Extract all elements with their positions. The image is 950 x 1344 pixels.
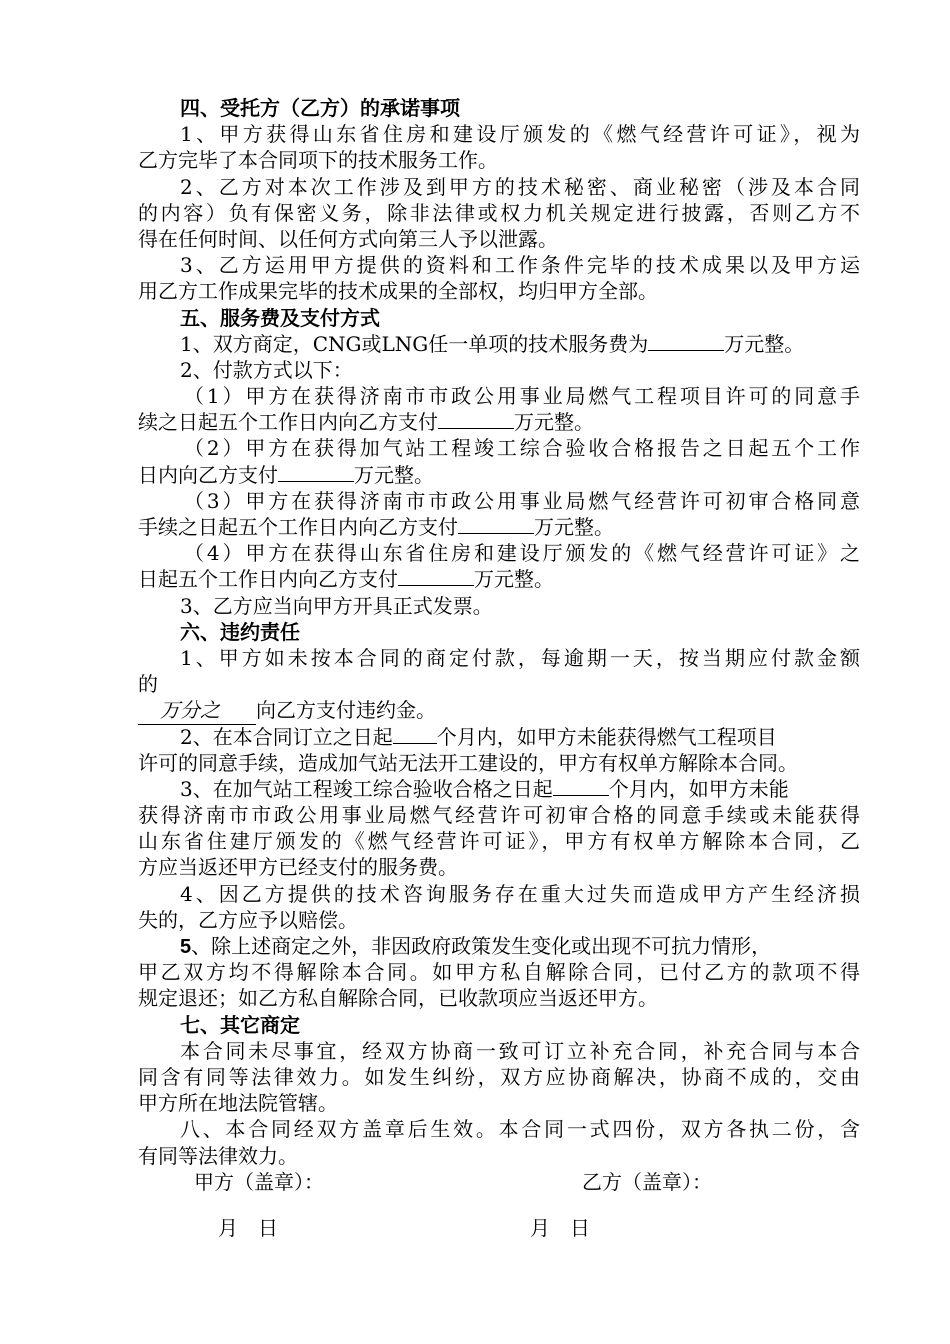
section5-heading: 五、服务费及支付方式: [180, 305, 380, 330]
fee-blank: [648, 332, 724, 351]
s6-p3-l2: 获得济南市市政公用事业局燃气经营许可初审合格的同意手续或未能获得: [138, 803, 860, 828]
s4-p1-l1: 1、甲方获得山东省住房和建设厅颁发的《燃气经营许可证》，视为: [180, 122, 860, 147]
s7-p1-l3: 甲方所在地法院管辖。: [138, 1091, 338, 1116]
s5-i2-l1: （2）甲方在获得加气站工程竣工综合验收合格报告之日起五个工作: [184, 436, 860, 461]
s7-p1-l2: 同含有同等法律效力。如发生纠纷，双方应协商解决，协商不成的，交由: [138, 1064, 860, 1089]
s5-i3-l2: 手续之日起五个工作日内向乙方支付 万元整。: [138, 515, 614, 539]
s6-p2-l2: 许可的同意手续，造成加气站无法开工建设的，甲方有权单方解除本合同。: [138, 750, 798, 775]
amount-blank-3: [458, 515, 534, 534]
amount-blank-4: [398, 567, 474, 586]
s5-i4-l1: （4）甲方在获得山东省住房和建设厅颁发的《燃气经营许可证》之: [184, 541, 860, 566]
s6-p1-l2: 的: [138, 672, 158, 697]
s6-p5-l1: 5、除上述商定之外，非因政府政策发生变化或出现不可抗力情形，: [180, 934, 772, 958]
s6-p4-l1: 4、因乙方提供的技术咨询服务存在重大过失而造成甲方产生经济损: [180, 881, 860, 906]
section7-heading: 七、其它商定: [180, 1012, 300, 1037]
rate-blank: 万分之: [138, 697, 256, 724]
s4-p3-l2: 用乙方工作成果完毕的技术成果的全部权，均归甲方全部。: [138, 279, 658, 304]
s4-p1-l2: 乙方完毕了本合同项下的技术服务工作。: [138, 148, 498, 173]
s6-p4-l2: 失的，乙方应予以赔偿。: [138, 907, 358, 932]
s5-p2: 2、付款方式以下：: [180, 357, 353, 382]
s5-p1: 1、双方商定，CNG或LNG任一单项的技术服务费为 万元整。: [180, 331, 805, 356]
section4-heading: 四、受托方（乙方）的承诺事项: [180, 96, 460, 120]
party-a-seal-label: 甲方（盖章）：: [194, 1169, 324, 1194]
s7-p1-l1: 本合同未尽事宜，经双方协商一致可订立补充合同，补充合同与本合: [180, 1038, 860, 1063]
s6-p5-l3: 规定退还；如乙方私自解除合同，已收款项应当返还甲方。: [138, 986, 658, 1011]
months-blank-1: [393, 725, 437, 744]
contract-body: [138, 95, 860, 1241]
s6-p3-l1: 3、在加气站工程竣工综合验收合格之日起 个月内，如甲方未能: [180, 776, 789, 801]
s6-p2-l1: 2、在本合同订立之日起 个月内，如甲方未能获得燃气工程项目: [180, 724, 777, 749]
s5-i1-l2: 续之日起五个工作日内向乙方支付 万元整。: [138, 410, 594, 435]
s4-p2-l3: 得在任何时间、以任何方式向第三人予以泄露。: [138, 226, 558, 251]
amount-blank-1: [438, 410, 514, 429]
s4-p2-l1: 2、乙方对本次工作涉及到甲方的技术秘密、商业秘密（涉及本合同: [180, 174, 860, 199]
section6-heading: 六、违约责任: [180, 619, 300, 644]
s5-i1-l1: （1）甲方在获得济南市市政公用事业局燃气工程项目许可的同意手: [184, 384, 860, 409]
s6-p5-l2: 甲乙双方均不得解除本合同。如甲方私自解除合同，已付乙方的款项不得: [138, 960, 860, 985]
amount-blank-2: [278, 463, 354, 482]
s8-p1-l1: 八、本合同经双方盖章后生效。本合同一式四份，双方各执二份，含: [180, 1117, 860, 1142]
s5-i3-l1: （3）甲方在获得济南市市政公用事业局燃气经营许可初审合格同意: [184, 488, 860, 513]
signature-row: [138, 1169, 860, 1195]
s4-p2-l2: 的内容）负有保密义务，除非法律或权力机关规定进行披露，否则乙方不: [138, 200, 860, 225]
s6-p3-l3: 山东省住建厅颁发的《燃气经营许可证》，甲方有权单方解除本合同，乙: [138, 829, 860, 854]
party-b-seal-label: 乙方（盖章）：: [582, 1169, 712, 1194]
party-a-date: 月 日: [218, 1215, 278, 1240]
months-blank-2: [553, 777, 609, 796]
s6-p3-l4: 方应当返还甲方已经支付的服务费。: [138, 855, 458, 880]
s5-i4-l2: 日起五个工作日内向乙方支付 万元整。: [138, 567, 554, 592]
s6-p1-l3: 万分之 向乙方支付违约金。: [138, 697, 860, 723]
s6-p1-l1: 1、甲方如未按本合同的商定付款，每逾期一天，按当期应付款金额: [180, 645, 860, 670]
s4-p3-l1: 3、乙方运用甲方提供的资料和工作条件完毕的技术成果以及甲方运: [180, 253, 860, 278]
s5-i2-l2: 日内向乙方支付 万元整。: [138, 462, 434, 487]
date-row: [138, 1215, 860, 1241]
party-b-date: 月 日: [530, 1215, 590, 1240]
s8-p1-l2: 有同等法律效力。: [138, 1143, 298, 1168]
s5-p3: 3、乙方应当向甲方开具正式发票。: [180, 593, 493, 618]
